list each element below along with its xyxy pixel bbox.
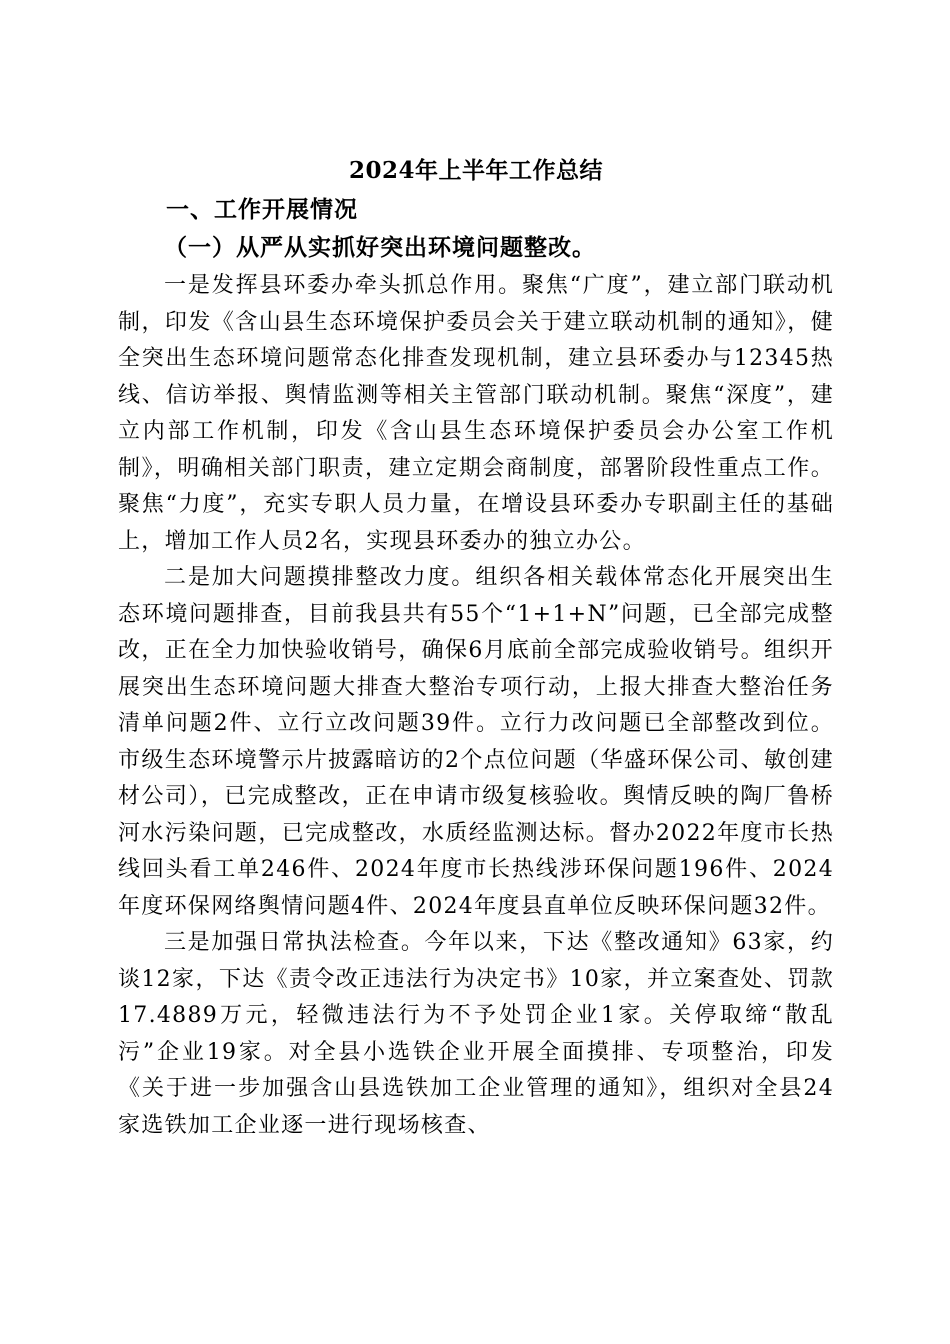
paragraph-1: 一是发挥县环委办牵头抓总作用。聚焦“广度”，建立部门联动机制，印发《含山县生态环境保护委员会关于建立联动机制的通知》，健全突出生态环境问题常态化排查发现机制，建立县环委办与12345热线、信访举报、舆情监测等相关主管部门联动机制。聚焦“深度”，建立内部工作机制，印发《含山县生态环境保护委员会办公室工作机制》，明确相关部门职责，建立定期会商制度，部署阶段性重点工作。聚焦“力度”，充实专职人员力量，在增设县环委办专职副主任的基础上，增加工作人员2名，实现县环委办的独立办公。: [118, 273, 834, 554]
subsection-heading: （一）从严从实抓好突出环境问题整改。: [164, 234, 596, 261]
paragraph-2: 二是加大问题摸排整改力度。组织各相关载体常态化开展突出生态环境问题排查，目前我县共有55个“1+1+N”问题，已全部完成整改，正在全力加快验收销号，确保6月底前全部完成验收销号。组织开展突出生态环境问题大排查大整治专项行动，上报大排查大整治任务清单问题2件、立行立改问题39件。立行力改问题已全部整改到位。市级生态环境警示片披露暗访的2个点位问题（华盛环保公司、敏创建材公司），已完成整改，正在申请市级复核验收。舆情反映的陶厂鲁桥河水污染问题，已完成整改，水质经监测达标。督办2022年度市长热线回头看工单246件、2024年度市长热线涉环保问题196件、2024年度环保网络舆情问题4件、2024年度县直单位反映环保问题32件。: [118, 565, 834, 919]
section-heading: 一、工作开展情况: [166, 196, 358, 223]
document-title: 2024年上半年工作总结: [348, 157, 603, 184]
paragraph-3: 三是加强日常执法检查。今年以来，下达《整改通知》63家，约谈12家，下达《责令改正违法行为决定书》10家，并立案查处、罚款17.4889万元，轻微违法行为不予处罚企业1家。关停取缔“散乱污”企业19家。对全县小选铁企业开展全面摸排、专项整治，印发《关于进一步加强含山县选铁加工企业管理的通知》，组织对全县24家选铁加工企业逐一进行现场核查、: [118, 930, 834, 1138]
document-page: [118, 150, 834, 1144]
